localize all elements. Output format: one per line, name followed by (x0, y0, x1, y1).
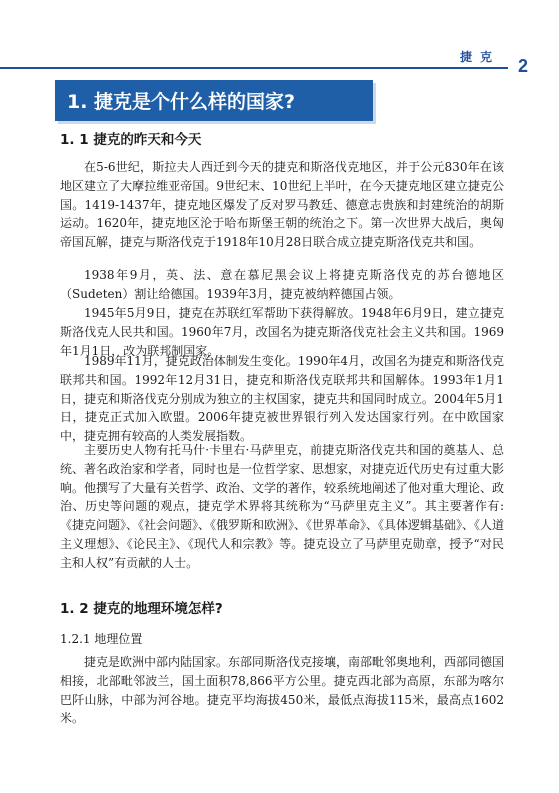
paragraph-history-1: 在5-6世纪，斯拉夫人西迁到今天的捷克和斯洛伐克地区，并于公元830年在该地区建立了大摩拉维亚帝国。9世纪末、10世纪上半叶，在今天捷克地区建立捷克公国。1419-1437年，捷克地区爆发了反对罗马教廷、德意志贵族和封建统治的胡斯运动。1620年，捷克地区沦于哈布斯堡王朝的统治之下。第一次世界大战后，奥匈帝国瓦解，捷克与斯洛伐克于1918年10月28日联合成立捷克斯洛伐克共和国。 (60, 160, 504, 250)
section-title-geography: 1. 2 捷克的地理环境怎样? (60, 601, 223, 617)
paragraph-history-5: 主要历史人物有托马什·卡里右·马萨里克，前捷克斯洛伐克共和国的奠基人、总统、著名政治家和学者，同时也是一位哲学家、思想家，对捷克近代历史有过重大影响。他撰写了大量有关哲学、政治、文学的著作，较系统地阐述了他对重大理论、政治、历史等问题的观点，捷克学术界将其统称为“马萨里克主义”。其主要著作有:《捷克问题》、《社会问题》、《俄罗斯和欧洲》、《世界革命》、《具体逻辑基础》、《人道主义理想》、《论民主》、《现代人和宗教》等。捷克设立了马萨里克勋章，授予“对民主和人权”有贡献的人士。 (60, 443, 505, 570)
paragraph-history-4: 1989年11月，捷克政治体制发生变化。1990年4月，改国名为捷克和斯洛伐克联邦共和国。1992年12月31日，捷克和斯洛伐克联邦共和国解体。1993年1月1日，捷克和斯洛伐克分别成为独立的主权国家，捷克共和国同时成立。2004年5月1日，捷克正式加入欧盟。2006年捷克被世界银行列入发达国家行列。在中欧国家中，捷克拥有较高的人类发展指数。 (60, 354, 504, 444)
chapter-title: 1. 捷克是个什么样的国家? (67, 91, 296, 113)
subsection-title-location: 1.2.1 地理位置 (60, 632, 143, 646)
paragraph-history-3: 1945年5月9日，捷克在苏联红军帮助下获得解放。1948年6月9日，建立捷克斯洛伐克人民共和国。1960年7月，改国名为捷克斯洛伐克社会主义共和国。1969年1月1日，改为联邦制国家。 (60, 306, 504, 358)
running-header-country: 捷克 (460, 50, 501, 64)
page-number: 2 (518, 56, 529, 76)
header-rule (0, 67, 508, 69)
section-title-history: 1. 1 捷克的昨天和今天 (60, 132, 202, 148)
paragraph-history-2: 1938年9月，英、法、意在慕尼黑会议上将捷克斯洛伐克的苏台德地区（Sudeten）割让给德国。1939年3月，捷克被纳粹德国占领。 (60, 268, 504, 301)
chapter-banner (55, 80, 373, 121)
paragraph-geography-1: 捷克是欧洲中部内陆国家。东部同斯洛伐克接壤，南部毗邻奥地利，西部同德国相接，北部毗邻波兰，国土面积78,866平方公里。捷克西北部为高原，东部为喀尔巴阡山脉，中部为河谷地。捷克平均海拔450米，最低点海拔115米，最高点1602米。 (60, 655, 505, 726)
